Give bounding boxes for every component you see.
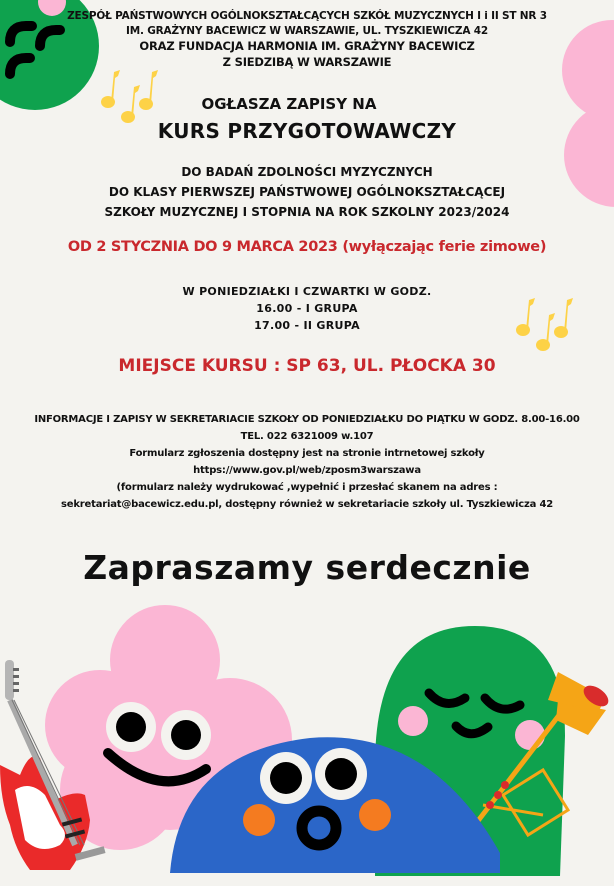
school-address-line: IM. GRAŻYNY BACEWICZ W WARSZAWIE, UL. TYSZKIEWICZA 42 <box>126 25 488 37</box>
schedule-group-2: 17.00 - II GRUPA <box>254 319 360 332</box>
course-location: MIEJSCE KURSU : SP 63, UL. PŁOCKA 30 <box>118 356 496 376</box>
info-phone: TEL. 022 6321009 w.107 <box>240 431 374 442</box>
info-form-instructions: (formularz należy wydrukować ,wypełnić i przesłać skanem na adres : <box>116 482 498 493</box>
announcement-intro: OGŁASZA ZAPISY NA <box>201 95 377 113</box>
schedule-group-1: 16.00 - I GRUPA <box>256 302 358 315</box>
foundation-seat-line: Z SIEDZIBĄ W WARSZAWIE <box>222 55 392 69</box>
course-dates: OD 2 STYCZNIA DO 9 MARCA 2023 (wyłączając ferie zimowe) <box>67 239 547 255</box>
course-title: KURS PRZYGOTOWAWCZY <box>157 119 457 143</box>
course-purpose-line-2: DO KLASY PIERWSZEJ PAŃSTWOWEJ OGÓLNOKSZTAŁCĄCEJ <box>108 185 506 199</box>
info-form-availability: Formularz zgłoszenia dostępny jest na stronie intrnetowej szkoły <box>129 448 485 459</box>
info-email-and-address: sekretariat@bacewicz.edu.pl, dostępny również w sekretariacie szkoły ul. Tyszkiewicza 42 <box>61 499 553 510</box>
closing-invitation: Zapraszamy serdecznie <box>83 548 531 587</box>
info-website-link[interactable]: https://www.gov.pl/web/zposm3warszawa <box>193 465 421 476</box>
school-name-line-1: ZESPÓŁ PAŃSTWOWYCH OGÓLNOKSZTAŁCĄCYCH SZKÓŁ MUZYCZNYCH I i II ST NR 3 <box>67 10 547 22</box>
course-purpose-line-1: DO BADAŃ ZDOLNOŚCI MYZYCZNYCH <box>181 165 433 179</box>
schedule-days: W PONIEDZIAŁKI I CZWARTKI W GODZ. <box>182 285 432 298</box>
blue-blob-character-illustration <box>170 733 510 873</box>
info-hours: INFORMACJE I ZAPISY W SEKRETARIACIE SZKOŁY OD PONIEDZIAŁKU DO PIĄTKU W GODZ. 8.00-16.00 <box>34 414 580 425</box>
course-purpose-line-3: SZKOŁY MUZYCZNEJ I STOPNIA NA ROK SZKOLNY 2023/2024 <box>104 205 510 219</box>
electric-guitar-illustration <box>0 660 130 880</box>
foundation-name-line: ORAZ FUNDACJA HARMONIA IM. GRAŻYNY BACEWICZ <box>139 39 475 53</box>
